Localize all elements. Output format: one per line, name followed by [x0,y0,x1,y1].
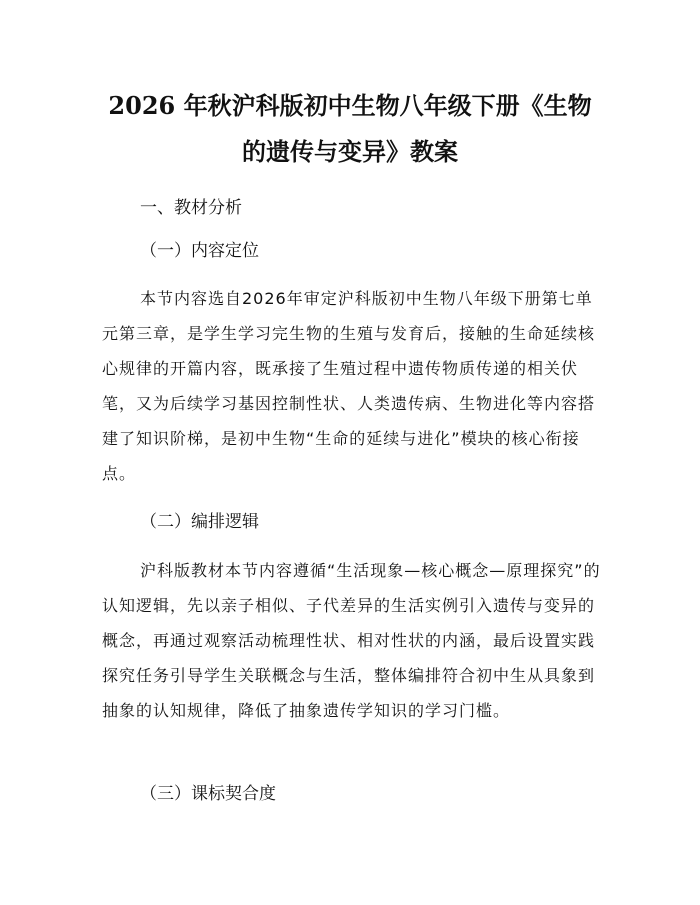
subsection-heading-curriculum-fit: （三）课标契合度 [140,784,276,804]
paragraph-content-positioning: 本节内容选自2026年审定沪科版初中生物八年级下册第七单元第三章，是学生学习完生物的生殖与发育后，接触的生命延续核心规律的开篇内容，既承接了生殖过程中遗传物质传递的相关伏笔，又为后续学习基因控制性状、人类遗传病、生物进化等内容搭建了知识阶梯，是初中生物“生命的延续与进化”模块的核心衔接点。 [102,289,596,483]
section-heading-teaching-material-analysis: 一、教材分析 [140,198,242,218]
document-title-line-1: 2026 年秋沪科版初中生物八年级下册《生物 [108,91,592,120]
document-title-line-2: 的遗传与变异》教案 [242,137,458,166]
subsection-heading-content-positioning: （一）内容定位 [140,241,259,261]
paragraph-arrangement-logic: 沪科版教材本节内容遵循“生活现象—核心概念—原理探究”的认知逻辑，先以亲子相似、子代差异的生活实例引入遗传与变异的概念，再通过观察活动梳理性状、相对性状的内涵，最后设置实践探究任务引导学生关联概念与生活，整体编排符合初中生从具象到抽象的认知规律，降低了抽象遗传学知识的学习门槛。 [102,561,601,720]
subsection-heading-arrangement-logic: （二）编排逻辑 [140,512,259,532]
